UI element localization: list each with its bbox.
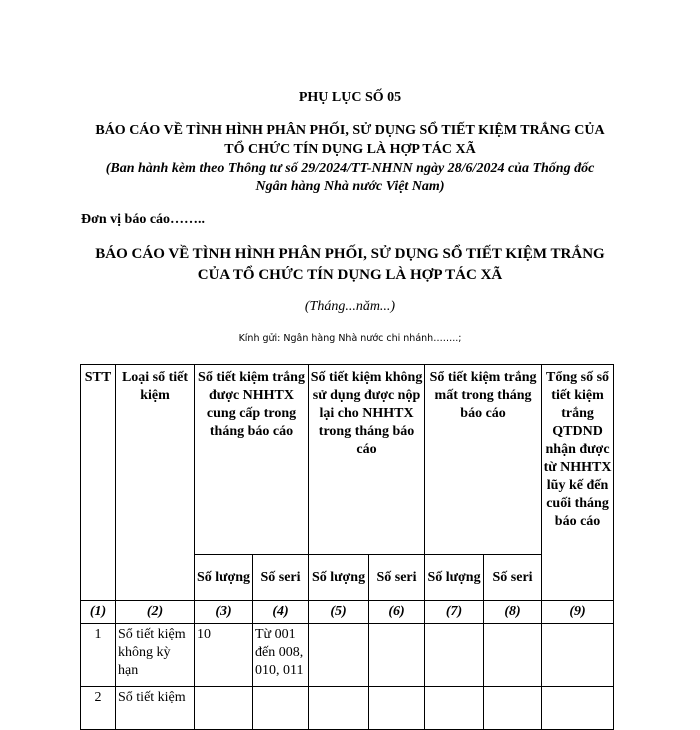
report-period: (Tháng...năm...) bbox=[304, 299, 396, 314]
report-heading-line2: CỦA TỔ CHỨC TÍN DỤNG LÀ HỢP TÁC XÃ bbox=[197, 267, 503, 283]
header-lost: Sổ tiết kiệm trắng mất trong tháng báo cáo bbox=[425, 365, 542, 555]
row-lost-serial bbox=[484, 624, 542, 687]
header-total: Tổng số sổ tiết kiệm trắng QTDND nhận được từ NHHTX lũy kế đến cuối tháng báo cáo bbox=[542, 365, 614, 601]
appendix-note bbox=[0, 160, 700, 196]
row-savings-type: Sổ tiết kiệm không kỳ hạn bbox=[116, 624, 195, 687]
subheader-returned-serial: Số seri bbox=[369, 555, 425, 601]
row-lost-quantity bbox=[425, 624, 484, 687]
column-number: (9) bbox=[542, 601, 614, 624]
column-number: (6) bbox=[369, 601, 425, 624]
recipient-line: Kính gửi: Ngân hàng Nhà nước chi nhánh……..; bbox=[238, 333, 462, 344]
header-provided: Sổ tiết kiệm trắng được NHHTX cung cấp trong tháng báo cáo bbox=[195, 365, 309, 555]
column-number: (8) bbox=[484, 601, 542, 624]
header-returned: Số tiết kiệm không sử dụng được nộp lại cho NHHTX trong tháng báo cáo bbox=[309, 365, 425, 555]
row-provided-quantity: 10 bbox=[195, 624, 253, 687]
header-stt: STT bbox=[81, 365, 116, 601]
appendix-heading-line1: BÁO CÁO VỀ TÌNH HÌNH PHÂN PHỐI, SỬ DỤNG SỔ TIẾT KIỆM TRẮNG CỦA bbox=[95, 123, 605, 138]
report-table bbox=[80, 364, 614, 730]
reporting-unit: Đơn vị báo cáo…….. bbox=[81, 212, 206, 227]
row-lost-quantity bbox=[425, 687, 484, 730]
appendix-note-line2: Ngân hàng Nhà nước Việt Nam) bbox=[255, 179, 445, 194]
report-heading-line1: BÁO CÁO VỀ TÌNH HÌNH PHÂN PHỐI, SỬ DỤNG SỔ TIẾT KIỆM TRẮNG bbox=[95, 246, 605, 262]
report-heading bbox=[0, 244, 700, 286]
appendix-heading-line2: TỔ CHỨC TÍN DỤNG LÀ HỢP TÁC XÃ bbox=[224, 142, 476, 157]
column-number: (3) bbox=[195, 601, 253, 624]
row-returned-quantity bbox=[309, 624, 369, 687]
subheader-provided-serial: Số seri bbox=[253, 555, 309, 601]
appendix-title: PHỤ LỤC SỐ 05 bbox=[298, 90, 402, 105]
row-provided-quantity bbox=[195, 687, 253, 730]
column-number: (5) bbox=[309, 601, 369, 624]
row-savings-type: Sổ tiết kiệm bbox=[116, 687, 195, 730]
subheader-returned-quantity: Số lượng bbox=[309, 555, 369, 601]
row-stt: 2 bbox=[81, 687, 116, 730]
row-provided-serial: Từ 001 đến 008, 010, 011 bbox=[253, 624, 309, 687]
subheader-provided-quantity: Số lượng bbox=[195, 555, 253, 601]
row-total bbox=[542, 624, 614, 687]
appendix-heading bbox=[0, 121, 700, 159]
row-lost-serial bbox=[484, 687, 542, 730]
row-provided-serial bbox=[253, 687, 309, 730]
subheader-lost-quantity: Số lượng bbox=[425, 555, 484, 601]
column-number-row bbox=[81, 601, 614, 624]
row-returned-serial bbox=[369, 624, 425, 687]
table-row bbox=[81, 687, 614, 730]
column-number: (7) bbox=[425, 601, 484, 624]
appendix-note-line1: (Ban hành kèm theo Thông tư số 29/2024/TT-NHNN ngày 28/6/2024 của Thống đốc bbox=[105, 161, 595, 176]
row-returned-serial bbox=[369, 687, 425, 730]
column-number: (1) bbox=[81, 601, 116, 624]
row-returned-quantity bbox=[309, 687, 369, 730]
table-row bbox=[81, 624, 614, 687]
subheader-lost-serial: Số seri bbox=[484, 555, 542, 601]
row-stt: 1 bbox=[81, 624, 116, 687]
column-number: (4) bbox=[253, 601, 309, 624]
row-total bbox=[542, 687, 614, 730]
header-savings-type: Loại sổ tiết kiệm bbox=[116, 365, 195, 601]
column-number: (2) bbox=[116, 601, 195, 624]
header-row bbox=[81, 365, 614, 555]
